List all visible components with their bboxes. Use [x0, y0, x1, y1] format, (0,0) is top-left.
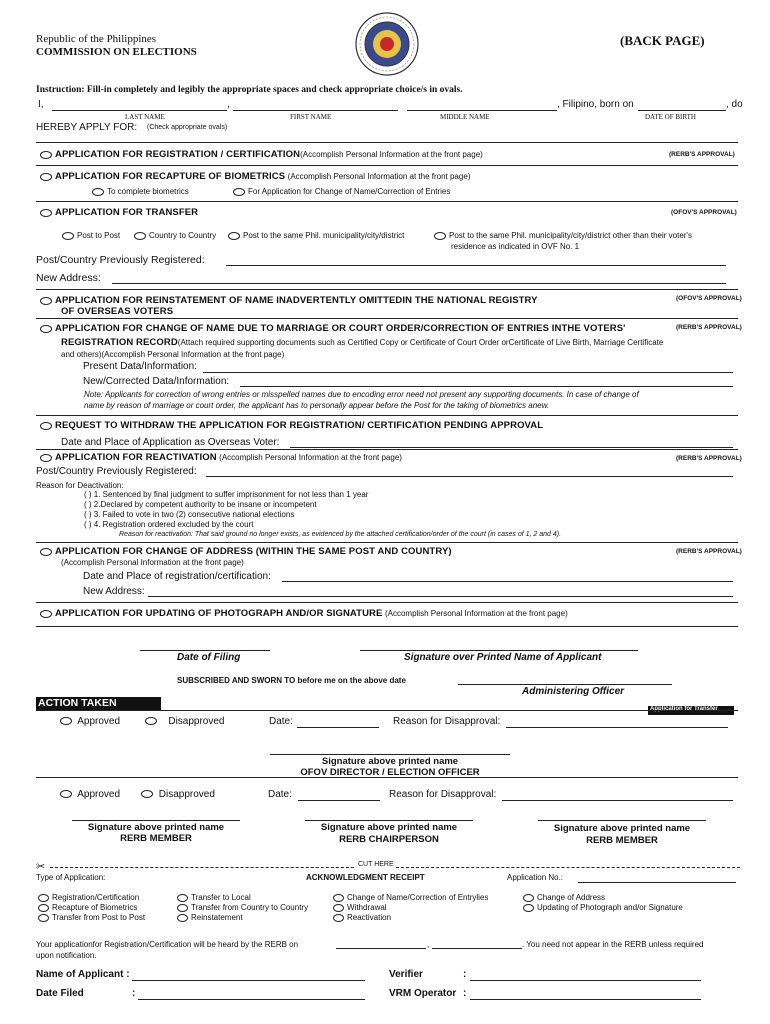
registration-option[interactable]: APPLICATION FOR REGISTRATION / CERTIFICATION(Accomplish Personal Information at the front page) — [40, 149, 483, 160]
receipt-country-option[interactable]: Transfer from Country to Country — [177, 903, 308, 913]
rerb-chair-sig: Signature above printed name — [320, 822, 458, 833]
hearing-time-field[interactable] — [432, 948, 522, 949]
approved-option-2[interactable]: Approved — [60, 789, 120, 800]
reinstatement-option[interactable]: APPLICATION FOR REINSTATEMENT OF NAME INADVERTENTLY OMITTEDIN THE NATIONAL REGISTRY — [40, 295, 538, 306]
reason-2[interactable]: ( ) 2.Declared by competent authority to be insane or incompetent — [84, 500, 317, 509]
receipt-reinstatement-option[interactable]: Reinstatement — [177, 913, 308, 923]
first-name-field[interactable] — [233, 110, 398, 111]
change-address-tag: (RERB'S APPROVAL) — [676, 548, 742, 555]
change-name-biometrics-option[interactable]: For Application for Change of Name/Correction of Entries — [233, 187, 450, 196]
change-name-biometrics-oval[interactable] — [233, 188, 245, 196]
registration-oval[interactable] — [40, 151, 52, 159]
transfer-prev-label: Post/Country Previously Registered: — [36, 254, 205, 266]
back-page-label: (BACK PAGE) — [620, 33, 705, 48]
reinstatement-title-line2: OF OVERSEAS VOTERS — [61, 306, 174, 317]
receipt-reinstatement-oval[interactable] — [177, 914, 188, 922]
disapproved-option-2[interactable]: Disapproved — [141, 789, 215, 800]
withdraw-date-label: Date and Place of Application as Overseas Voter: — [61, 437, 280, 448]
new-data-field[interactable] — [240, 386, 733, 387]
application-no-label: Application No.: — [507, 873, 564, 882]
date-filed-label: Date Filed — [36, 988, 84, 999]
photo-option[interactable]: APPLICATION FOR UPDATING OF PHOTOGRAPH AND/OR SIGNATURE (Accomplish Personal Information at the front page) — [40, 608, 568, 619]
change-name-option[interactable]: APPLICATION FOR CHANGE OF NAME DUE TO MARRIAGE OR COURT ORDER/CORRECTION OF ENTRIES INTHE VOTERS' — [40, 323, 626, 334]
rerb-chair-line[interactable] — [305, 820, 473, 821]
middle-name-field[interactable] — [407, 110, 557, 111]
receipt-col-4 — [523, 893, 683, 913]
verifier-label: Verifier — [389, 969, 423, 980]
change-address-note: (Accomplish Personal Information at the front page) — [61, 558, 244, 567]
reinstatement-oval[interactable] — [40, 297, 52, 305]
action-taken-title: ACTION TAKEN — [38, 697, 117, 709]
reactivation-oval[interactable] — [40, 454, 52, 462]
vrm-operator-label: VRM Operator — [389, 988, 457, 999]
receipt-change-name-option[interactable]: Change of Name/Correction of Entrylies — [333, 893, 488, 903]
receipt-post-oval[interactable] — [38, 914, 49, 922]
receipt-reactivation-option[interactable]: Reactivation — [333, 913, 488, 923]
disapproved-oval-2[interactable] — [141, 790, 153, 798]
receipt-change-name-oval[interactable] — [333, 894, 344, 902]
post-other-muni-line2: residence as indicated in OVF No. 1 — [451, 242, 580, 251]
receipt-col-1 — [38, 893, 145, 923]
action-date-field-1[interactable] — [297, 727, 379, 728]
date-filed-field[interactable] — [138, 999, 365, 1000]
disapproved-oval-1[interactable] — [145, 717, 157, 725]
do-label: , do — [726, 99, 743, 110]
action-date-label-2: Date: — [268, 789, 292, 800]
change-address-oval[interactable] — [40, 548, 52, 556]
applicant-name-field[interactable] — [132, 980, 365, 981]
photo-oval[interactable] — [40, 610, 52, 618]
comelec-seal-icon — [354, 11, 420, 79]
reactivation-reason-note: Reason for reactivation: That said ground no longer exists, as evidenced by the attached certification/order of the court (in cases of 1, 2 and 4). — [119, 531, 562, 538]
ofov-signature-line[interactable] — [270, 754, 510, 755]
cut-here-label: CUT HERE — [358, 861, 394, 868]
applicant-signature-label: Signature over Printed Name of Applicant — [404, 652, 602, 663]
reactivation-option[interactable]: APPLICATION FOR REACTIVATION (Accomplish Personal Information at the front page) — [40, 452, 402, 463]
receipt-col-3 — [333, 893, 488, 923]
approved-oval-1[interactable] — [60, 717, 72, 725]
reason-label-2: Reason for Disapproval: — [389, 789, 497, 800]
receipt-local-oval[interactable] — [177, 894, 188, 902]
ofov-sig-above: Signature above printed name — [321, 756, 459, 767]
receipt-reg-option[interactable]: Registration/Certification — [38, 893, 145, 903]
date-filing-label: Date of Filing — [177, 652, 241, 663]
last-name-caption: LAST NAME — [125, 113, 165, 121]
receipt-post-option[interactable]: Transfer from Post to Post — [38, 913, 145, 923]
reinstatement-tag: (OFOV'S APPROVAL) — [676, 295, 742, 302]
instruction-text: Instruction: Fill-in completely and legibly the appropriate spaces and check appropriate choice/s in ovals. — [36, 85, 463, 95]
reason-field-2[interactable] — [502, 800, 733, 801]
receipt-address-oval[interactable] — [523, 894, 534, 902]
reactivation-prev-label: Post/Country Previously Registered: — [36, 466, 197, 477]
verifier-field[interactable] — [470, 980, 701, 981]
filipino-label: , Filipino, born on — [557, 99, 634, 110]
change-address-date-field[interactable] — [282, 581, 733, 582]
rerb-member-line-1[interactable] — [72, 820, 240, 821]
change-name-oval[interactable] — [40, 325, 52, 333]
admin-officer-label: Administering Officer — [522, 686, 625, 697]
rerb-member-title-2: RERB MEMBER — [586, 835, 658, 846]
change-name-line2: REGISTRATION RECORD(Attach required supporting documents such as Certified Copy or Certificate of Court Order orCertificate of Live Birth, Marriage Certificate — [61, 337, 664, 348]
change-address-new-field[interactable] — [148, 596, 733, 597]
post-other-muni-oval[interactable] — [434, 232, 446, 240]
heard-text-3: upon notification. — [36, 951, 97, 960]
heard-text-1: Your applicationfor Registration/Certification will be heard by the RERB on — [36, 940, 299, 949]
vrm-operator-field[interactable] — [470, 999, 701, 1000]
date-filing-line[interactable] — [140, 650, 270, 651]
post-other-muni-option[interactable]: Post to the same Phil. municipality/city/district other than their voter's — [434, 231, 692, 240]
change-address-date-label: Date and Place of registration/certification: — [83, 571, 271, 582]
post-same-muni-oval[interactable] — [228, 232, 240, 240]
post-to-post-oval[interactable] — [62, 232, 74, 240]
withdraw-date-field[interactable] — [290, 447, 733, 448]
rerb-approval-tag: (RERB'S APPROVAL) — [669, 151, 735, 158]
post-same-muni-option[interactable]: Post to the same Phil. municipality/city/district — [228, 231, 404, 240]
last-name-field[interactable] — [52, 110, 227, 111]
receipt-recapture-oval[interactable] — [38, 904, 49, 912]
action-date-label-1: Date: — [269, 716, 293, 727]
reactivation-tag: (RERB'S APPROVAL) — [676, 455, 742, 462]
rerb-member-sig-2: Signature above printed name — [553, 823, 691, 834]
hearing-date-field[interactable] — [336, 948, 426, 949]
complete-biometrics-oval[interactable] — [92, 188, 104, 196]
republic-text: Republic of the Philippines — [36, 33, 157, 45]
rerb-member-line-2[interactable] — [538, 820, 706, 821]
rerb-member-title-1: RERB MEMBER — [120, 833, 192, 844]
receipt-reactivation-oval[interactable] — [333, 914, 344, 922]
receipt-col-2 — [177, 893, 308, 923]
admin-officer-line[interactable] — [458, 684, 672, 685]
applicant-name-label: Name of Applicant : — [36, 969, 130, 980]
change-name-tag: (RERB'S APPROVAL) — [676, 324, 742, 331]
disapproved-option-1[interactable]: Disapproved — [145, 716, 225, 727]
complete-biometrics-option[interactable]: To complete biometrics — [92, 187, 189, 196]
change-address-new-label: New Address: — [83, 586, 145, 597]
action-date-field-2[interactable] — [298, 800, 380, 801]
ack-receipt-title: ACKNOWLEDGMENT RECEIPT — [306, 873, 425, 882]
receipt-country-oval[interactable] — [177, 904, 188, 912]
receipt-photo-oval[interactable] — [523, 904, 534, 912]
date-of-birth-field[interactable] — [638, 110, 726, 111]
transfer-oval[interactable] — [40, 209, 52, 217]
receipt-withdrawal-oval[interactable] — [333, 904, 344, 912]
reactivation-prev-field[interactable] — [206, 476, 733, 477]
transfer-tag-label: Application for Transfer — [650, 706, 718, 712]
withdraw-oval[interactable] — [40, 422, 52, 430]
deactivation-reason-label: Reason for Deactivation: — [36, 481, 124, 490]
sworn-text: SUBSCRIBED AND SWORN TO before me on the above date — [177, 676, 406, 685]
new-data-label: New/Corrected Data/Information: — [83, 376, 230, 387]
first-name-caption: FIRST NAME — [290, 113, 332, 121]
applicant-signature-line[interactable] — [360, 650, 638, 651]
present-data-label: Present Data/Information: — [83, 361, 197, 372]
reason-field-1[interactable] — [506, 727, 728, 728]
change-address-option[interactable]: APPLICATION FOR CHANGE OF ADDRESS (WITHIN THE SAME POST AND COUNTRY) — [40, 546, 452, 557]
check-ovals-note: (Check appropriate ovals) — [147, 124, 228, 131]
ofov-title: OFOV DIRECTOR / ELECTION OFFICER — [300, 767, 480, 778]
reason-1[interactable]: ( ) 1. Sentenced by final judgment to suffer imprisonment for not less than 1 year — [84, 490, 369, 499]
recapture-oval[interactable] — [40, 173, 52, 181]
withdraw-option[interactable]: REQUEST TO WITHDRAW THE APPLICATION FOR REGISTRATION/ CERTIFICATION PENDING APPROVAL — [40, 420, 543, 431]
i-label: I, — [38, 99, 44, 110]
scissors-icon: ✂ — [36, 861, 46, 873]
post-to-post-option[interactable]: Post to Post — [62, 231, 120, 240]
receipt-withdrawal-option[interactable]: Withdrawal — [333, 903, 488, 913]
reason-label-1: Reason for Disapproval: — [393, 716, 501, 727]
approved-oval-2[interactable] — [60, 790, 72, 798]
country-to-country-oval[interactable] — [134, 232, 146, 240]
receipt-photo-option[interactable]: Updating of Photograph and/or Signature — [523, 903, 683, 913]
heard-text-2: . You need not appear in the RERB unless required — [522, 940, 704, 949]
transfer-option[interactable]: APPLICATION FOR TRANSFER — [40, 207, 198, 218]
hereby-label: HEREBY APPLY FOR: — [36, 122, 138, 133]
change-name-note3: Note: Applicants for correction of wrong entries or misspelled names due to encoding error need not present any supporting documents. In case of change of — [84, 390, 639, 399]
receipt-local-option[interactable]: Transfer to Local — [177, 893, 308, 903]
dob-caption: DATE OF BIRTH — [645, 113, 696, 121]
approved-option-1[interactable]: Approved — [60, 716, 120, 727]
rerb-member-sig-1: Signature above printed name — [87, 822, 225, 833]
ofov-approval-tag: (OFOV'S APPROVAL) — [671, 209, 737, 216]
application-no-field[interactable] — [578, 882, 736, 883]
change-name-note4: name by reason of marriage or court order, the applicant has to personally appear before the Post for the taking of biometrics anew. — [84, 401, 550, 410]
commission-title: COMMISSION ON ELECTIONS — [36, 46, 197, 58]
receipt-recapture-option[interactable]: Recapture of Biometrics — [38, 903, 145, 913]
transfer-new-address-field[interactable] — [112, 283, 726, 284]
recapture-option[interactable]: APPLICATION FOR RECAPTURE OF BIOMETRICS (Accomplish Personal Information at the front page) — [40, 171, 470, 182]
receipt-address-option[interactable]: Change of Address — [523, 893, 683, 903]
country-to-country-option[interactable]: Country to Country — [134, 231, 216, 240]
reason-4[interactable]: ( ) 4. Registration ordered excluded by the court — [84, 520, 254, 529]
present-data-field[interactable] — [203, 372, 733, 373]
type-of-application-label: Type of Application: — [36, 873, 106, 882]
rerb-chair-title: RERB CHAIRPERSON — [339, 834, 439, 845]
receipt-reg-oval[interactable] — [38, 894, 49, 902]
middle-name-caption: MIDDLE NAME — [440, 113, 490, 121]
transfer-new-address-label: New Address: — [36, 272, 101, 284]
transfer-prev-field[interactable] — [226, 265, 726, 266]
change-name-note2: and others)(Accomplish Personal Information at the front page) — [61, 350, 285, 359]
reason-3[interactable]: ( ) 3. Failed to vote in two (2) consecutive national elections — [84, 510, 295, 519]
